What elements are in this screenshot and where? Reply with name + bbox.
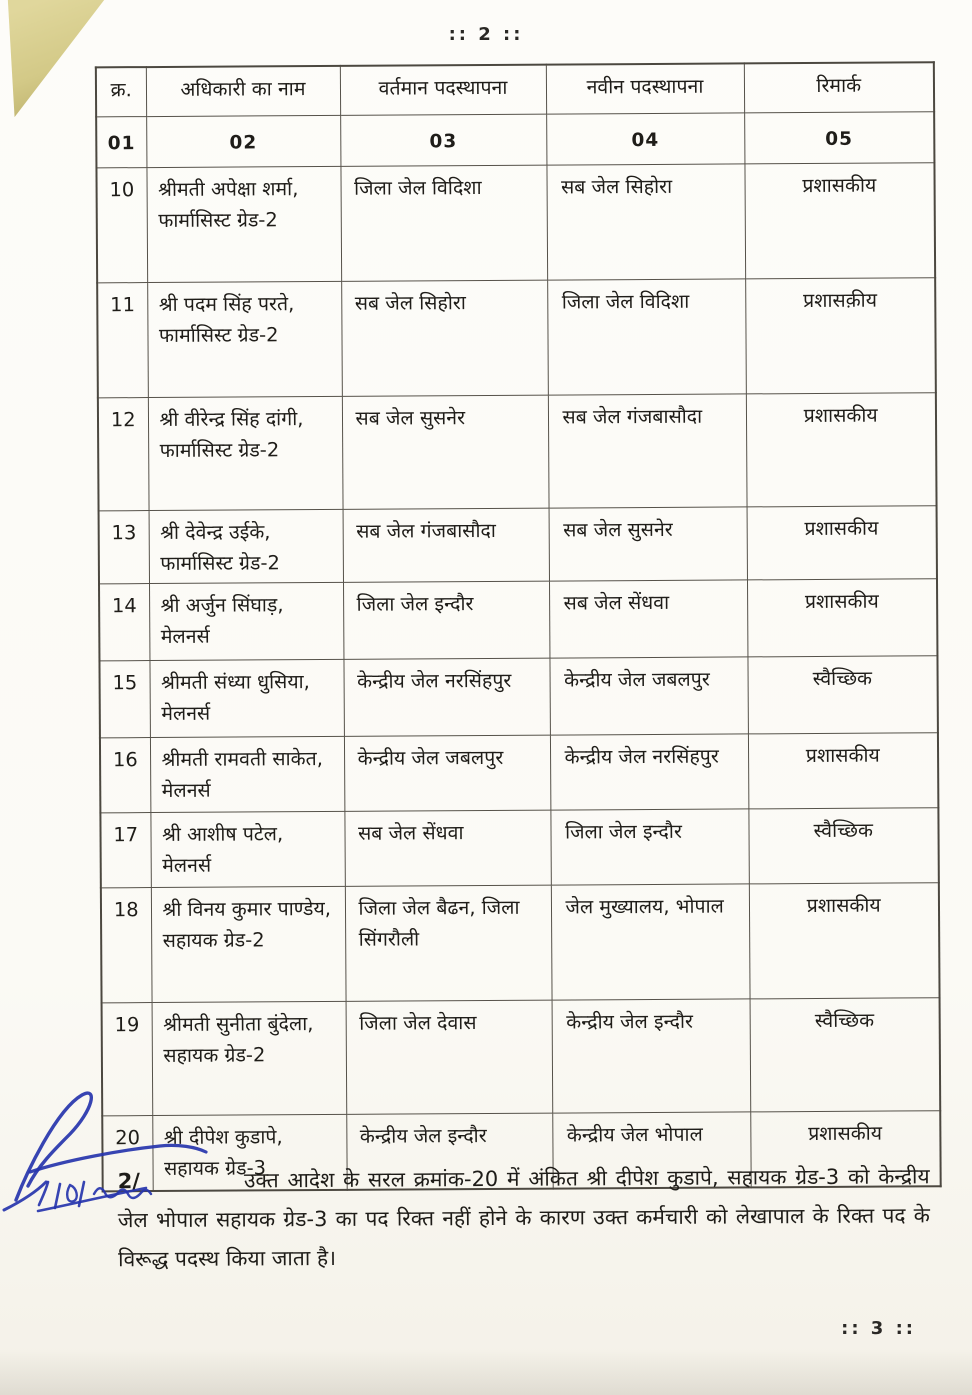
footnote-text: उक्त आदेश के सरल क्रमांक-20 में अंकित श्री दीपेश कुडापे, सहायक ग्रेड-3 को केन्द्रीय जेल भोपाल सहायक ग्रेड-3 का पद रिक्त नहीं होने के कारण उक्त कर्मचारी को लेखापाल के रिक्त पद के विरूद्ध पदस्थ किया जाता है। <box>117 1164 930 1272</box>
table-row <box>96 163 935 283</box>
table-row <box>98 393 937 511</box>
officer-name-cell: श्रीमती सुनीता बुंदेला, सहायक ग्रेड-2 <box>152 1001 347 1115</box>
new-posting-cell: केन्द्रीय जेल नरसिंहपुर <box>550 734 748 810</box>
officer-name-cell: श्रीमती रामवती साकेत, मेलनर्स <box>150 736 344 812</box>
current-posting-cell: सब जेल गंजबासौदा <box>343 508 549 582</box>
remark-cell: प्रशासकीय <box>746 393 937 507</box>
officer-name-cell: श्री दीपेश कुडापे, सहायक ग्रेड-3 <box>152 1114 346 1191</box>
current-posting-cell: जिला जेल विदिशा <box>340 165 547 281</box>
officer-name-cell: श्री अर्जुन सिंघाड़, मेलनर्स <box>149 582 343 660</box>
table-row <box>99 506 937 584</box>
row-serial-number: 19 <box>102 1003 153 1116</box>
new-posting-cell: सब जेल सिहोरा <box>546 164 745 280</box>
officer-name-cell: श्री आशीष पटेल, मेलनर्स <box>150 811 344 887</box>
officer-name-cell: श्री विनय कुमार पाण्डेय, सहायक ग्रेड-2 <box>151 886 346 1002</box>
new-posting-cell: केन्द्रीय जेल इन्दौर <box>552 999 751 1113</box>
current-posting-cell: केन्द्रीय जेल जबलपुर <box>344 735 550 811</box>
column-number: 03 <box>340 114 546 166</box>
remark-cell: प्रशासकीय <box>744 163 935 279</box>
current-posting-cell: सब जेल सिहोरा <box>341 280 548 396</box>
remark-cell: स्वैच्छिक <box>750 998 941 1112</box>
header-new-posting: नवीन पदस्थापना <box>546 63 744 114</box>
page-number-bottom: :: 3 :: <box>841 1318 916 1339</box>
header-officer-name: अधिकारी का नाम <box>146 66 340 117</box>
row-serial-number: 18 <box>101 888 152 1003</box>
current-posting-cell: सब जेल सुसनेर <box>342 395 549 509</box>
new-posting-cell: जिला जेल विदिशा <box>547 279 746 395</box>
header-remark: रिमार्क <box>744 62 934 113</box>
officer-name-cell: श्री वीरेन्द्र सिंह दांगी, फार्मासिस्ट ग्रेड-2 <box>148 396 343 510</box>
new-posting-cell: सब जेल सेंधवा <box>549 580 747 658</box>
row-serial-number: 20 <box>102 1116 152 1192</box>
remark-cell: प्रशासकीय <box>750 1111 940 1188</box>
new-posting-cell: केन्द्रीय जेल भोपाल <box>552 1112 750 1189</box>
current-posting-cell: केन्द्रीय जेल नरसिंहपुर <box>343 658 549 736</box>
officer-name-cell: श्री देवेन्द्र उईके, फार्मासिस्ट ग्रेड-2 <box>149 509 343 583</box>
table-header-row <box>96 62 934 117</box>
table-row <box>101 883 940 1003</box>
remark-cell: स्वैच्छिक <box>748 808 938 884</box>
current-posting-cell: जिला जेल इन्दौर <box>343 581 549 659</box>
current-posting-cell: जिला जेल बैढन, जिला सिंगरौली <box>345 885 552 1001</box>
transfer-orders-table <box>95 61 942 1192</box>
row-serial-number: 15 <box>99 661 149 738</box>
officer-name-cell: श्री पदम सिंह परते, फार्मासिस्ट ग्रेड-2 <box>147 281 342 397</box>
header-serial: क्र. <box>96 67 146 117</box>
page-number-top: :: 2 :: <box>448 24 524 45</box>
table-row <box>100 733 938 813</box>
table-row <box>102 998 941 1116</box>
row-serial-number: 10 <box>96 168 147 283</box>
current-posting-cell: सब जेल सेंधवा <box>344 810 550 886</box>
footnote-number: 2/ <box>117 1169 141 1194</box>
remark-cell: प्रशासकीय <box>747 579 937 657</box>
row-serial-number: 11 <box>97 283 148 398</box>
column-number: 05 <box>744 112 934 164</box>
row-serial-number: 16 <box>100 738 150 813</box>
table-row <box>100 808 938 888</box>
remark-cell: प्रशासक़ीय <box>745 278 936 394</box>
header-current-posting: वर्तमान पदस्थापना <box>340 65 546 116</box>
table-row <box>99 656 937 738</box>
new-posting-cell: जिला जेल इन्दौर <box>550 809 748 885</box>
footnote-paragraph <box>118 1157 931 1279</box>
remark-cell: स्वैच्छिक <box>747 656 937 734</box>
column-number: 01 <box>96 117 146 168</box>
row-serial-number: 14 <box>99 584 149 661</box>
remark-cell: प्रशासकीय <box>749 883 940 999</box>
column-number: 04 <box>546 113 744 165</box>
column-number-row <box>96 112 934 168</box>
officer-name-cell: श्रीमती अपेक्षा शर्मा, फार्मासिस्ट ग्रेड-2 <box>146 166 341 282</box>
new-posting-cell: सब जेल सुसनेर <box>549 507 747 581</box>
table-row <box>99 579 937 661</box>
remark-cell: प्रशासकीय <box>748 733 938 809</box>
row-serial-number: 12 <box>98 398 149 511</box>
officer-name-cell: श्रीमती संध्या धुसिया, मेलनर्स <box>149 659 343 737</box>
new-posting-cell: जेल मुख्यालय, भोपाल <box>551 884 750 1000</box>
new-posting-cell: सब जेल गंजबासौदा <box>548 394 747 508</box>
remark-cell: प्रशासकीय <box>747 506 937 580</box>
column-number: 02 <box>146 115 340 167</box>
row-serial-number: 17 <box>100 813 150 888</box>
row-serial-number: 13 <box>99 511 149 584</box>
current-posting-cell: केन्द्रीय जेल इन्दौर <box>346 1113 552 1190</box>
current-posting-cell: जिला जेल देवास <box>346 1000 553 1114</box>
table-row <box>97 278 936 398</box>
new-posting-cell: केन्द्रीय जेल जबलपुर <box>549 657 747 735</box>
